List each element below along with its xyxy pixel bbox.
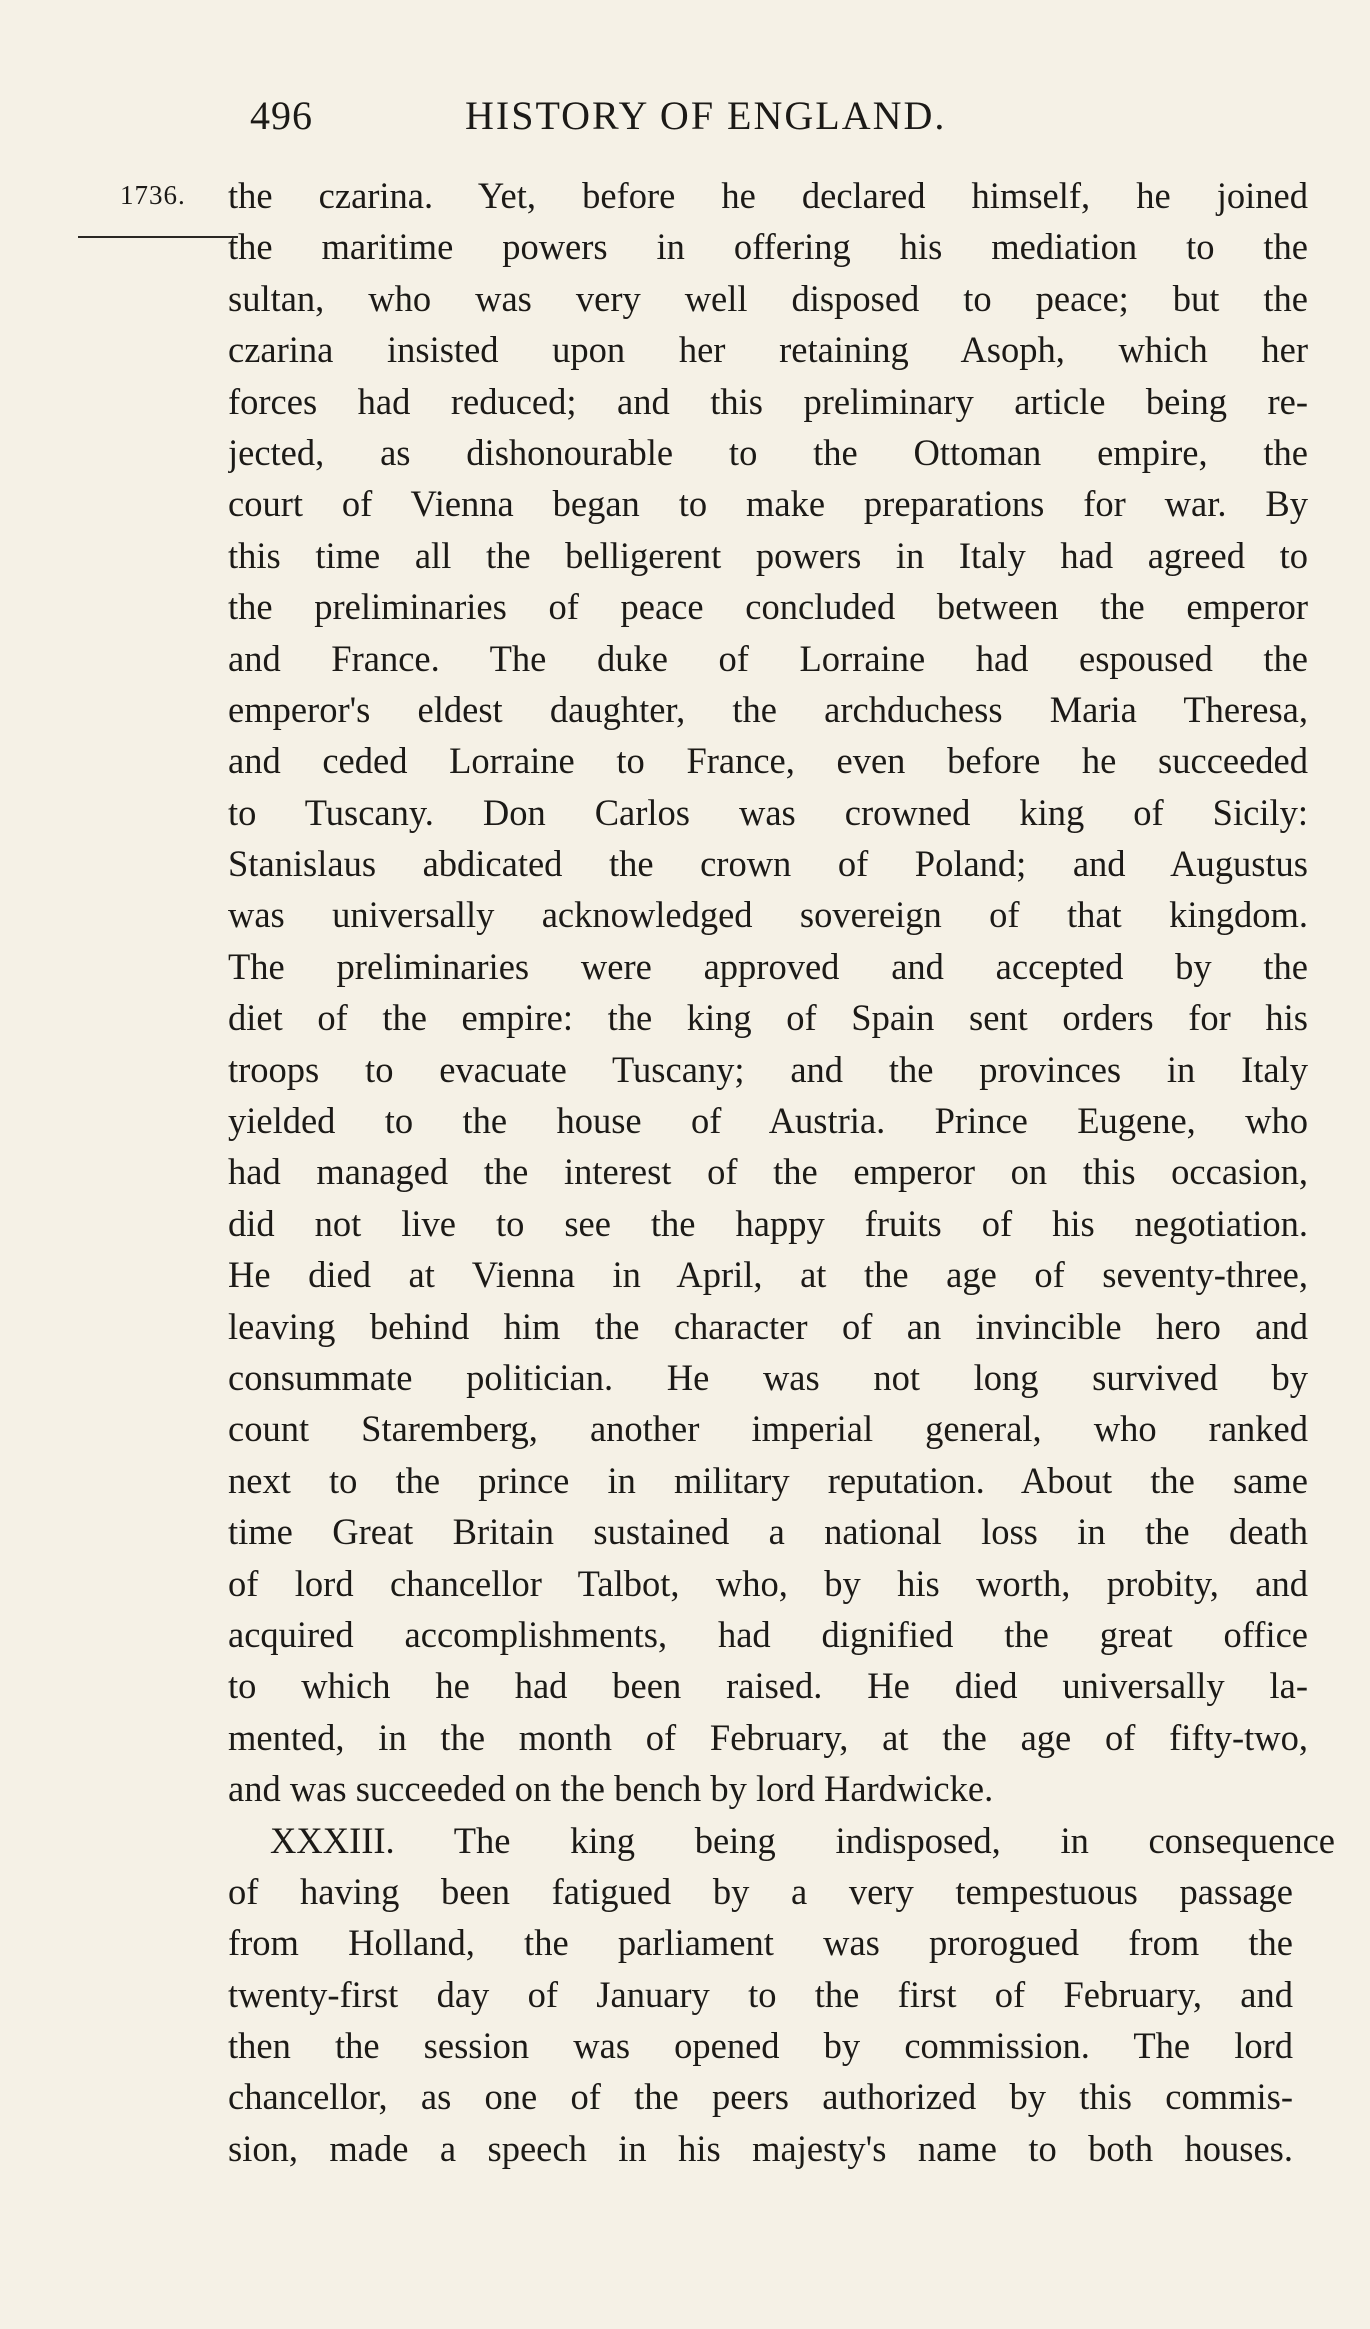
- text-line: jected, as dishonourable to the Ottoman empire, the: [228, 431, 1308, 473]
- text-line: had managed the interest of the emperor on this occasion,: [228, 1151, 1308, 1193]
- text-line: leaving behind him the character of an invincible hero and: [228, 1305, 1308, 1347]
- text-line: of lord chancellor Talbot, who, by his worth, probity, and: [228, 1562, 1308, 1604]
- text-line: chancellor, as one of the peers authorized by this commis-: [228, 2076, 1293, 2118]
- margin-rule: [78, 236, 238, 238]
- text-line: sion, made a speech in his majesty's name to both houses.: [228, 2127, 1293, 2169]
- text-line: acquired accomplishments, had dignified the great office: [228, 1613, 1308, 1655]
- text-line: forces had reduced; and this preliminary article being re-: [228, 380, 1308, 422]
- text-line: Stanislaus abdicated the crown of Poland; and Augustus: [228, 843, 1308, 885]
- text-line: The preliminaries were approved and accepted by the: [228, 945, 1308, 987]
- paragraph-1: [228, 170, 1308, 1815]
- text-line: was universally acknowledged sovereign of that kingdom.: [228, 894, 1308, 936]
- page-number: 496: [250, 93, 313, 138]
- text-line: to which he had been raised. He died universally la-: [228, 1665, 1308, 1707]
- text-line: the preliminaries of peace concluded between the emperor: [228, 586, 1308, 628]
- text-line: count Staremberg, another imperial general, who ranked: [228, 1408, 1308, 1450]
- text-line: then the session was opened by commission. The lord: [228, 2025, 1293, 2067]
- text-line: czarina insisted upon her retaining Asoph, which her: [228, 329, 1308, 371]
- text-line: the maritime powers in offering his mediation to the: [228, 226, 1308, 268]
- text-line: to Tuscany. Don Carlos was crowned king of Sicily:: [228, 791, 1308, 833]
- text-line: troops to evacuate Tuscany; and the provinces in Italy: [228, 1048, 1308, 1090]
- text-line: consummate politician. He was not long survived by: [228, 1356, 1308, 1398]
- text-line: and France. The duke of Lorraine had espoused the: [228, 637, 1308, 679]
- text-line: time Great Britain sustained a national loss in the death: [228, 1511, 1308, 1553]
- paragraph-2: [228, 1815, 1335, 2175]
- text-line: XXXIII. The king being indisposed, in consequence: [270, 1819, 1335, 1861]
- text-line: twenty-first day of January to the first of February, and: [228, 1973, 1293, 2015]
- text-line: yielded to the house of Austria. Prince Eugene, who: [228, 1100, 1308, 1142]
- text-line: diet of the empire: the king of Spain sent orders for his: [228, 997, 1308, 1039]
- text-line: the czarina. Yet, before he declared himself, he joined: [228, 175, 1308, 216]
- text-line: of having been fatigued by a very tempestuous passage: [228, 1870, 1293, 1912]
- margin-year-note: 1736.: [120, 180, 186, 210]
- body-text: [228, 170, 1335, 2174]
- text-line: and ceded Lorraine to France, even before he succeeded: [228, 740, 1308, 782]
- text-line: sultan, who was very well disposed to peace; but the: [228, 277, 1308, 319]
- text-line: next to the prince in military reputation. About the same: [228, 1459, 1308, 1501]
- text-line: and was succeeded on the bench by lord Hardwicke.: [228, 1768, 994, 1810]
- text-line: did not live to see the happy fruits of his negotiation.: [228, 1202, 1308, 1244]
- text-line: court of Vienna began to make preparations for war. By: [228, 483, 1308, 525]
- text-line: from Holland, the parliament was prorogued from the: [228, 1922, 1293, 1964]
- page-header: [250, 92, 1090, 148]
- text-line: He died at Vienna in April, at the age of seventy-three,: [228, 1254, 1308, 1296]
- text-line: this time all the belligerent powers in Italy had agreed to: [228, 534, 1308, 576]
- text-line: mented, in the month of February, at the age of fifty-two,: [228, 1716, 1308, 1758]
- text-line: emperor's eldest daughter, the archduchess Maria Theresa,: [228, 688, 1308, 730]
- running-title: HISTORY OF ENGLAND.: [465, 93, 947, 138]
